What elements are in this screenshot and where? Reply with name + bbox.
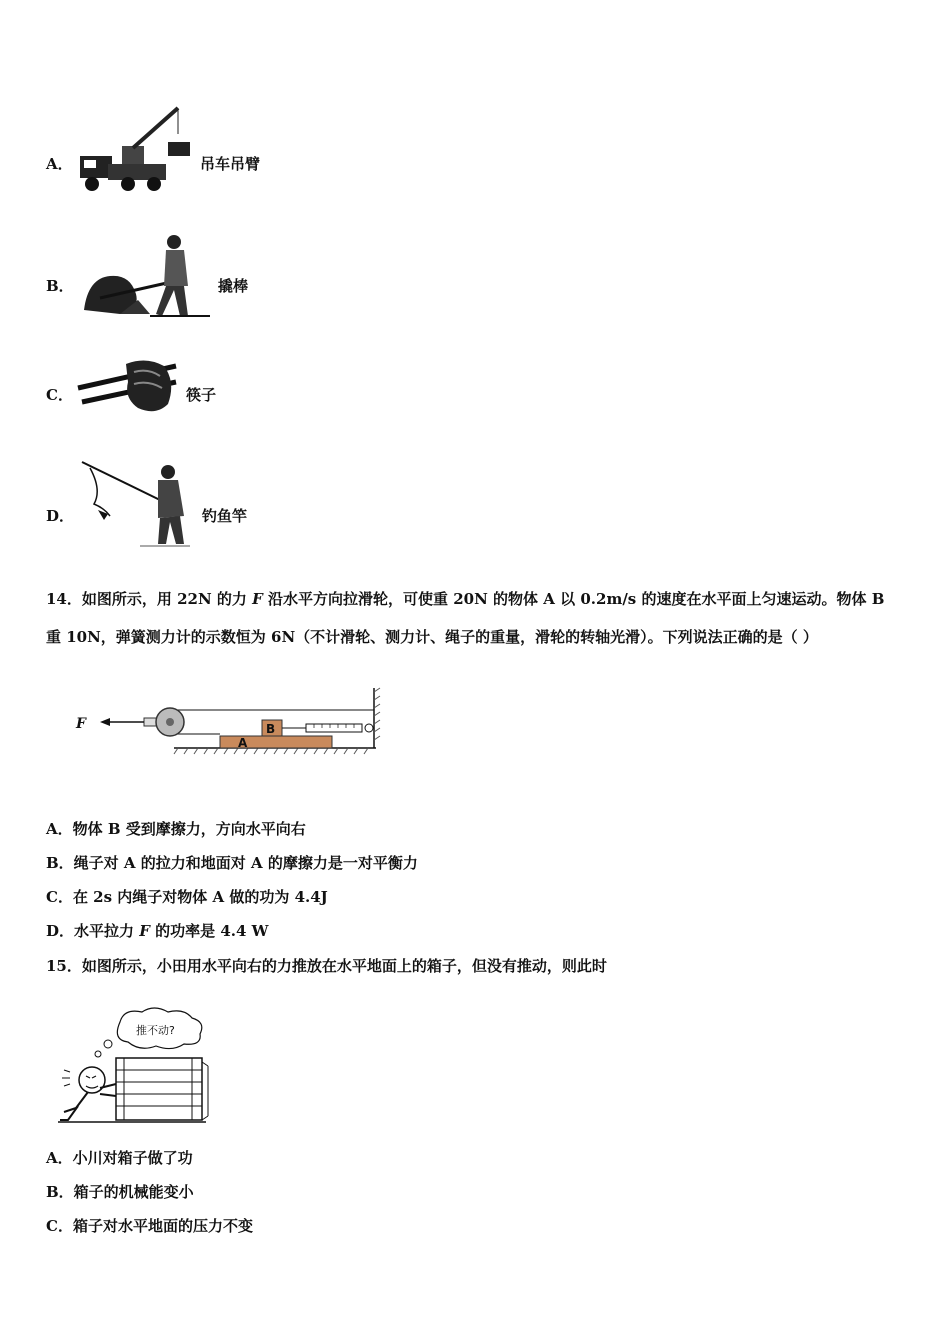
option-caption: 吊车吊臂: [200, 155, 261, 173]
question-15-option-b: B．箱子的机械能变小: [46, 1183, 194, 1201]
stem-text: 14．如图所示，用 22N 的力: [46, 590, 253, 608]
stem-text: 沿水平方向拉滑轮，可使重 20N 的物体 A 以 0.2m/s 的速度在水平面上匀速运动。物体 B: [262, 590, 885, 608]
question-14-option-b: B．绳子对 A 的拉力和地面对 A 的摩擦力是一对平衡力: [46, 854, 418, 872]
fishing-rod-illustration: [80, 460, 192, 548]
pulley-figure: [70, 686, 386, 758]
force-symbol: F: [252, 590, 263, 608]
force-symbol: F: [139, 922, 150, 940]
option-caption: 撬棒: [218, 277, 249, 295]
option-caption: 筷子: [186, 386, 217, 404]
crane-illustration: [78, 104, 193, 194]
question-14-stem-line2: 重 10N，弹簧测力计的示数恒为 6N（不计滑轮、测力计、绳子的重量，滑轮的转轴光滑）。下列说法正确的是（ ）: [46, 628, 818, 646]
bubble-text: 推不动?: [136, 1024, 175, 1037]
question-15-stem: 15．如图所示，小田用水平向右的力推放在水平地面上的箱子，但没有推动，则此时: [46, 957, 607, 975]
option-letter: A．: [46, 155, 73, 173]
question-14-option-a: A．物体 B 受到摩擦力，方向水平向右: [46, 820, 306, 838]
force-label: F: [76, 716, 86, 732]
question-15-option-a: A．小川对箱子做了功: [46, 1149, 193, 1167]
crowbar-illustration: [80, 234, 215, 322]
option-letter: D．: [46, 507, 75, 525]
option-caption: 钓鱼竿: [202, 507, 248, 525]
option-text: D．水平拉力: [46, 922, 140, 940]
push-box-illustration: [56, 1004, 214, 1126]
question-15-option-c: C．箱子对水平地面的压力不变: [46, 1217, 253, 1235]
question-14-option-d: [46, 920, 269, 941]
block-b-label: B: [266, 722, 276, 736]
question-14-option-c: C．在 2s 内绳子对物体 A 做的功为 4.4J: [46, 888, 328, 906]
question-14-stem-line1: [46, 588, 884, 609]
chopsticks-illustration: [76, 358, 180, 416]
block-a-label: A: [238, 736, 248, 750]
option-text: 的功率是 4.4 W: [149, 922, 269, 940]
option-letter: B．: [46, 277, 74, 295]
option-letter: C．: [46, 386, 73, 404]
